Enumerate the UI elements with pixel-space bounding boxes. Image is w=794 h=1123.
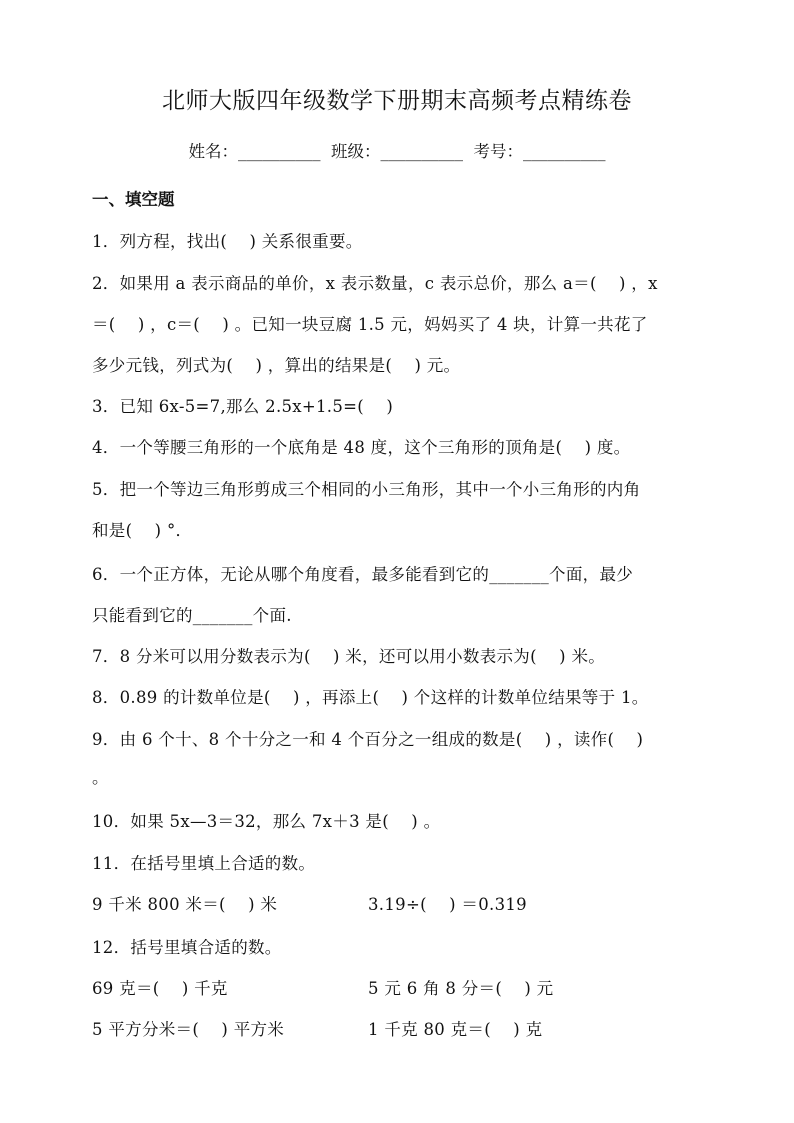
question-7: 7．8 分米可以用分数表示为( ) 米，还可以用小数表示为( ) 米。 <box>92 647 606 666</box>
question-2-line-3: 多少元钱，列式为( ) ，算出的结果是( ) 元。 <box>92 356 461 375</box>
question-12-item-c: 5 平方分米＝( ) 平方米 <box>92 1020 285 1039</box>
question-11-item-a: 9 千米 800 米＝( ) 米 <box>92 895 278 914</box>
question-9-line-1: 9．由 6 个十、8 个十分之一和 4 个百分之一组成的数是( ) ，读作( ) <box>92 730 644 749</box>
question-11-item-b: 3.19÷( ) ＝0.319 <box>368 895 527 914</box>
question-12-item-d: 1 千克 80 克＝( ) 克 <box>368 1020 543 1039</box>
question-9-line-2: 。 <box>92 768 109 787</box>
question-12-item-a: 69 克＝( ) 千克 <box>92 979 228 998</box>
question-8: 8．0.89 的计数单位是( ) ，再添上( ) 个这样的计数单位结果等于 1。 <box>92 688 649 707</box>
question-1: 1．列方程，找出( ) 关系很重要。 <box>92 232 363 251</box>
question-6-line-1: 6．一个正方体，无论从哪个角度看，最多能看到它的_______个面，最少 <box>92 565 634 584</box>
question-6-line-2: 只能看到它的_______个面. <box>92 606 292 625</box>
question-5-line-1: 5．把一个等边三角形剪成三个相同的小三角形，其中一个小三角形的内角 <box>92 480 641 499</box>
question-12: 12．括号里填合适的数。 <box>92 938 282 957</box>
student-info-line: 姓名：__________ 班级：__________ 考号：__________ <box>188 142 606 161</box>
question-4: 4．一个等腰三角形的一个底角是 48 度，这个三角形的顶角是( ) 度。 <box>92 438 631 457</box>
question-11: 11．在括号里填上合适的数。 <box>92 854 316 873</box>
question-2-line-1: 2．如果用 a 表示商品的单价，x 表示数量，c 表示总价，那么 a＝( ) ，x <box>92 274 658 293</box>
page-title: 北师大版四年级数学下册期末高频考点精练卷 <box>162 88 632 114</box>
question-5-line-2: 和是( ) °． <box>92 521 193 540</box>
question-3: 3．已知 6x-5=7,那么 2.5x+1.5=( ) <box>92 397 394 416</box>
question-12-item-b: 5 元 6 角 8 分＝( ) 元 <box>368 979 554 998</box>
section-heading-fill-in: 一、填空题 <box>92 190 175 209</box>
question-10: 10．如果 5x—3＝32，那么 7x＋3 是( ) 。 <box>92 812 441 831</box>
question-2-line-2: ＝( ) ，c＝( ) 。已知一块豆腐 1.5 元，妈妈买了 4 块，计算一共花了 <box>92 315 648 334</box>
